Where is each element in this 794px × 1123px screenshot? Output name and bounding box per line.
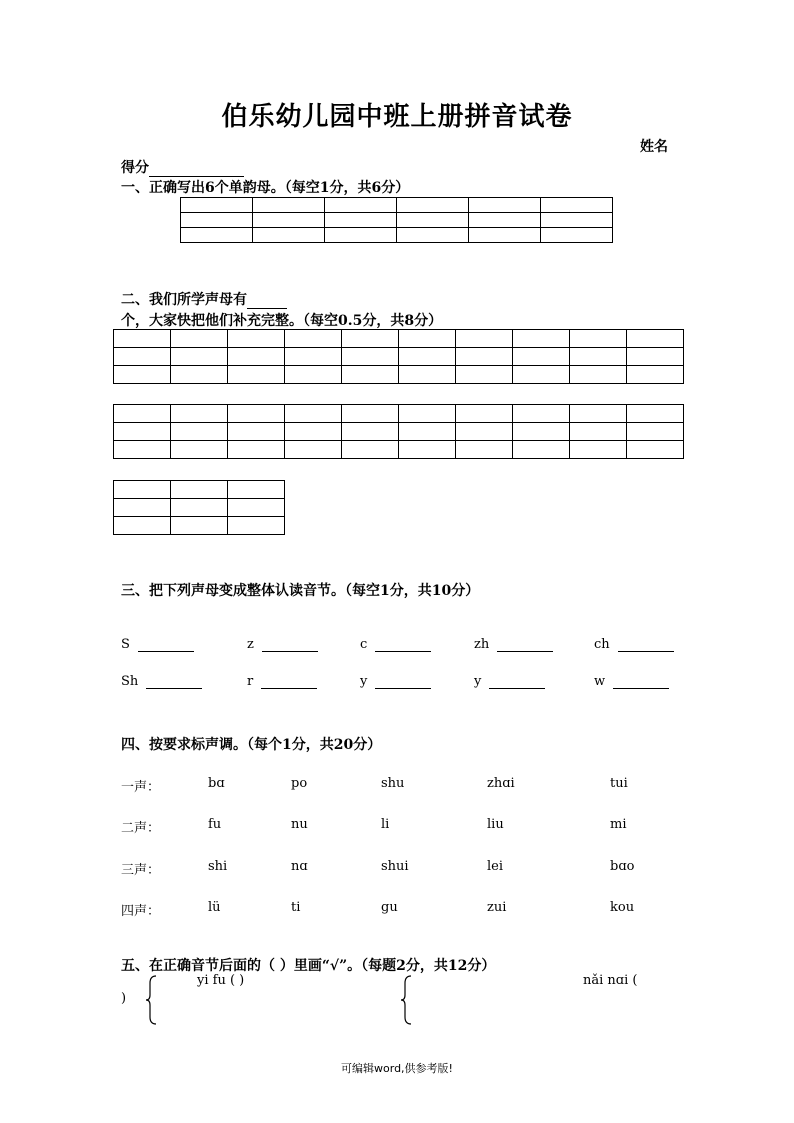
- answer-cell[interactable]: [399, 366, 456, 384]
- answer-cell[interactable]: [469, 228, 541, 243]
- answer-cell[interactable]: [228, 423, 285, 441]
- answer-cell[interactable]: [456, 330, 513, 348]
- footer-note: 可编辑word,供参考版!: [341, 1062, 453, 1075]
- s3-initial: y: [474, 674, 482, 689]
- answer-cell[interactable]: [397, 198, 469, 213]
- answer-cell[interactable]: [325, 228, 397, 243]
- s3-item: [474, 674, 545, 689]
- s4-syllable: fu: [208, 817, 222, 832]
- answer-cell[interactable]: [513, 405, 570, 423]
- section-2-heading-text: 二、我们所学声母有: [121, 292, 247, 308]
- score-blank[interactable]: [149, 162, 244, 177]
- answer-cell[interactable]: [181, 213, 253, 228]
- s3-answer-blank[interactable]: [262, 637, 318, 652]
- answer-cell[interactable]: [171, 499, 228, 517]
- answer-cell[interactable]: [541, 228, 613, 243]
- s3-item: [121, 674, 202, 689]
- initials-count-blank[interactable]: [247, 294, 287, 309]
- s4-syllable: bɑo: [610, 859, 635, 874]
- s4-syllable: zhɑi: [487, 776, 515, 791]
- answer-cell[interactable]: [342, 366, 399, 384]
- answer-cell[interactable]: [171, 423, 228, 441]
- answer-cell[interactable]: [228, 499, 285, 517]
- section-5-heading: 五、在正确音节后面的（ ）里画“√”。（每题2分，共12分）: [121, 958, 496, 974]
- answer-cell[interactable]: [342, 348, 399, 366]
- answer-cell[interactable]: [181, 228, 253, 243]
- answer-cell[interactable]: [253, 228, 325, 243]
- answer-cell[interactable]: [541, 213, 613, 228]
- answer-cell[interactable]: [456, 423, 513, 441]
- s3-answer-blank[interactable]: [375, 637, 431, 652]
- s3-answer-blank[interactable]: [146, 674, 202, 689]
- answer-cell[interactable]: [171, 441, 228, 459]
- answer-cell[interactable]: [171, 366, 228, 384]
- answer-cell[interactable]: [397, 228, 469, 243]
- s3-initial: Sh: [121, 674, 139, 689]
- answer-cell[interactable]: [399, 330, 456, 348]
- s4-syllable: li: [381, 817, 390, 832]
- answer-cell[interactable]: [114, 441, 171, 459]
- answer-cell[interactable]: [342, 405, 399, 423]
- answer-cell[interactable]: [342, 441, 399, 459]
- answer-cell[interactable]: [456, 348, 513, 366]
- s3-answer-blank[interactable]: [618, 637, 674, 652]
- s4-syllable: ti: [291, 900, 301, 915]
- answer-cell[interactable]: [469, 198, 541, 213]
- section-3-heading: 三、把下列声母变成整体认读音节。（每空1分，共10分）: [121, 583, 480, 599]
- s3-initial: z: [247, 637, 254, 652]
- s4-row-label: 二声：: [121, 821, 161, 836]
- answer-cell[interactable]: [181, 198, 253, 213]
- s4-syllable: mi: [610, 817, 627, 832]
- s4-row-label: 一声：: [121, 780, 161, 795]
- s3-item: [247, 674, 317, 689]
- answer-cell[interactable]: [228, 348, 285, 366]
- answer-cell[interactable]: [325, 198, 397, 213]
- s4-syllable: bɑ: [208, 776, 225, 791]
- answer-cell[interactable]: [513, 423, 570, 441]
- answer-cell[interactable]: [171, 348, 228, 366]
- section-1-heading: 一、正确写出6个单韵母。（每空1分，共6分）: [121, 180, 410, 196]
- answer-cell[interactable]: [627, 441, 684, 459]
- answer-cell[interactable]: [171, 405, 228, 423]
- s3-item: [594, 674, 669, 689]
- s4-row-label: 三声：: [121, 863, 161, 878]
- s4-syllable: kou: [610, 900, 635, 915]
- answer-cell[interactable]: [570, 366, 627, 384]
- s3-item: [360, 637, 431, 652]
- section-1-table: [180, 197, 613, 243]
- answer-cell[interactable]: [627, 330, 684, 348]
- answer-cell[interactable]: [570, 405, 627, 423]
- answer-cell[interactable]: [570, 441, 627, 459]
- s4-syllable: lei: [487, 859, 504, 874]
- answer-cell[interactable]: [285, 348, 342, 366]
- section-2-heading-line1: [121, 289, 287, 309]
- s4-syllable: shi: [208, 859, 228, 874]
- answer-cell[interactable]: [399, 348, 456, 366]
- answer-cell[interactable]: [541, 198, 613, 213]
- s3-answer-blank[interactable]: [497, 637, 553, 652]
- s4-syllable: po: [291, 776, 308, 791]
- answer-cell[interactable]: [627, 366, 684, 384]
- section-4-heading: 四、按要求标声调。（每个1分，共20分）: [121, 737, 382, 753]
- answer-cell[interactable]: [114, 499, 171, 517]
- answer-cell[interactable]: [325, 213, 397, 228]
- answer-cell[interactable]: [228, 366, 285, 384]
- section-5-close-paren: ): [121, 991, 127, 1006]
- answer-cell[interactable]: [342, 330, 399, 348]
- s3-initial: r: [247, 674, 254, 689]
- answer-cell[interactable]: [253, 213, 325, 228]
- answer-cell[interactable]: [469, 213, 541, 228]
- answer-cell[interactable]: [456, 441, 513, 459]
- s3-item: [121, 637, 194, 652]
- answer-cell[interactable]: [456, 366, 513, 384]
- answer-cell[interactable]: [114, 330, 171, 348]
- s3-item: [594, 637, 674, 652]
- section-5-right-item: nǎi nɑi (: [583, 973, 638, 988]
- answer-cell[interactable]: [570, 348, 627, 366]
- answer-cell[interactable]: [513, 441, 570, 459]
- answer-cell[interactable]: [285, 405, 342, 423]
- answer-cell[interactable]: [513, 348, 570, 366]
- right-brace-icon: [400, 975, 412, 1025]
- answer-cell[interactable]: [627, 405, 684, 423]
- s3-answer-blank[interactable]: [375, 674, 431, 689]
- s4-syllable: tui: [610, 776, 628, 791]
- section-2-heading-line2: 个，大家快把他们补充完整。（每空0.5分，共8分）: [121, 313, 443, 329]
- answer-cell[interactable]: [342, 423, 399, 441]
- answer-cell[interactable]: [228, 441, 285, 459]
- answer-cell[interactable]: [114, 366, 171, 384]
- s4-syllable: lü: [208, 900, 221, 915]
- s3-initial: zh: [474, 637, 490, 652]
- s4-row-label: 四声：: [121, 904, 161, 919]
- s3-initial: c: [360, 637, 368, 652]
- answer-cell[interactable]: [399, 423, 456, 441]
- answer-cell[interactable]: [171, 481, 228, 499]
- s3-item: [247, 637, 318, 652]
- left-brace-icon: [145, 975, 157, 1025]
- s4-syllable: liu: [487, 817, 504, 832]
- answer-cell[interactable]: [285, 423, 342, 441]
- answer-cell[interactable]: [627, 423, 684, 441]
- answer-cell[interactable]: [228, 481, 285, 499]
- s3-item: [360, 674, 431, 689]
- answer-cell[interactable]: [570, 423, 627, 441]
- answer-cell[interactable]: [114, 423, 171, 441]
- s3-answer-blank[interactable]: [489, 674, 545, 689]
- s3-initial: ch: [594, 637, 610, 652]
- answer-cell[interactable]: [171, 330, 228, 348]
- answer-cell[interactable]: [627, 348, 684, 366]
- s4-syllable: nɑ: [291, 859, 308, 874]
- section-2-table-a: [113, 329, 684, 384]
- answer-cell[interactable]: [513, 330, 570, 348]
- s4-syllable: zui: [487, 900, 507, 915]
- s3-answer-blank[interactable]: [138, 637, 194, 652]
- answer-cell[interactable]: [513, 366, 570, 384]
- answer-cell[interactable]: [456, 405, 513, 423]
- answer-cell[interactable]: [114, 481, 171, 499]
- answer-cell[interactable]: [397, 213, 469, 228]
- answer-cell[interactable]: [285, 366, 342, 384]
- answer-cell[interactable]: [399, 441, 456, 459]
- s4-syllable: shui: [381, 859, 409, 874]
- s3-initial: S: [121, 637, 130, 652]
- answer-cell[interactable]: [570, 330, 627, 348]
- answer-cell[interactable]: [171, 517, 228, 535]
- section-2-table-b: [113, 404, 684, 459]
- answer-cell[interactable]: [285, 441, 342, 459]
- answer-cell[interactable]: [114, 517, 171, 535]
- answer-cell[interactable]: [114, 405, 171, 423]
- s3-initial: w: [594, 674, 606, 689]
- answer-cell[interactable]: [228, 330, 285, 348]
- s4-syllable: gu: [381, 900, 398, 915]
- s4-syllable: shu: [381, 776, 405, 791]
- s3-item: [474, 637, 553, 652]
- s3-answer-blank[interactable]: [261, 674, 317, 689]
- s3-answer-blank[interactable]: [613, 674, 669, 689]
- section-2-table-c: [113, 480, 285, 535]
- score-label: 得分: [121, 160, 149, 176]
- answer-cell[interactable]: [285, 330, 342, 348]
- score-field: [121, 157, 244, 177]
- answer-cell[interactable]: [253, 198, 325, 213]
- answer-cell[interactable]: [228, 517, 285, 535]
- answer-cell[interactable]: [399, 405, 456, 423]
- answer-cell[interactable]: [228, 405, 285, 423]
- answer-cell[interactable]: [114, 348, 171, 366]
- name-label: 姓名: [640, 139, 668, 155]
- page-title: 伯乐幼儿园中班上册拼音试卷: [221, 102, 573, 132]
- section-5-left-item: yi fu ( ): [197, 973, 245, 988]
- s3-initial: y: [360, 674, 368, 689]
- s4-syllable: nu: [291, 817, 308, 832]
